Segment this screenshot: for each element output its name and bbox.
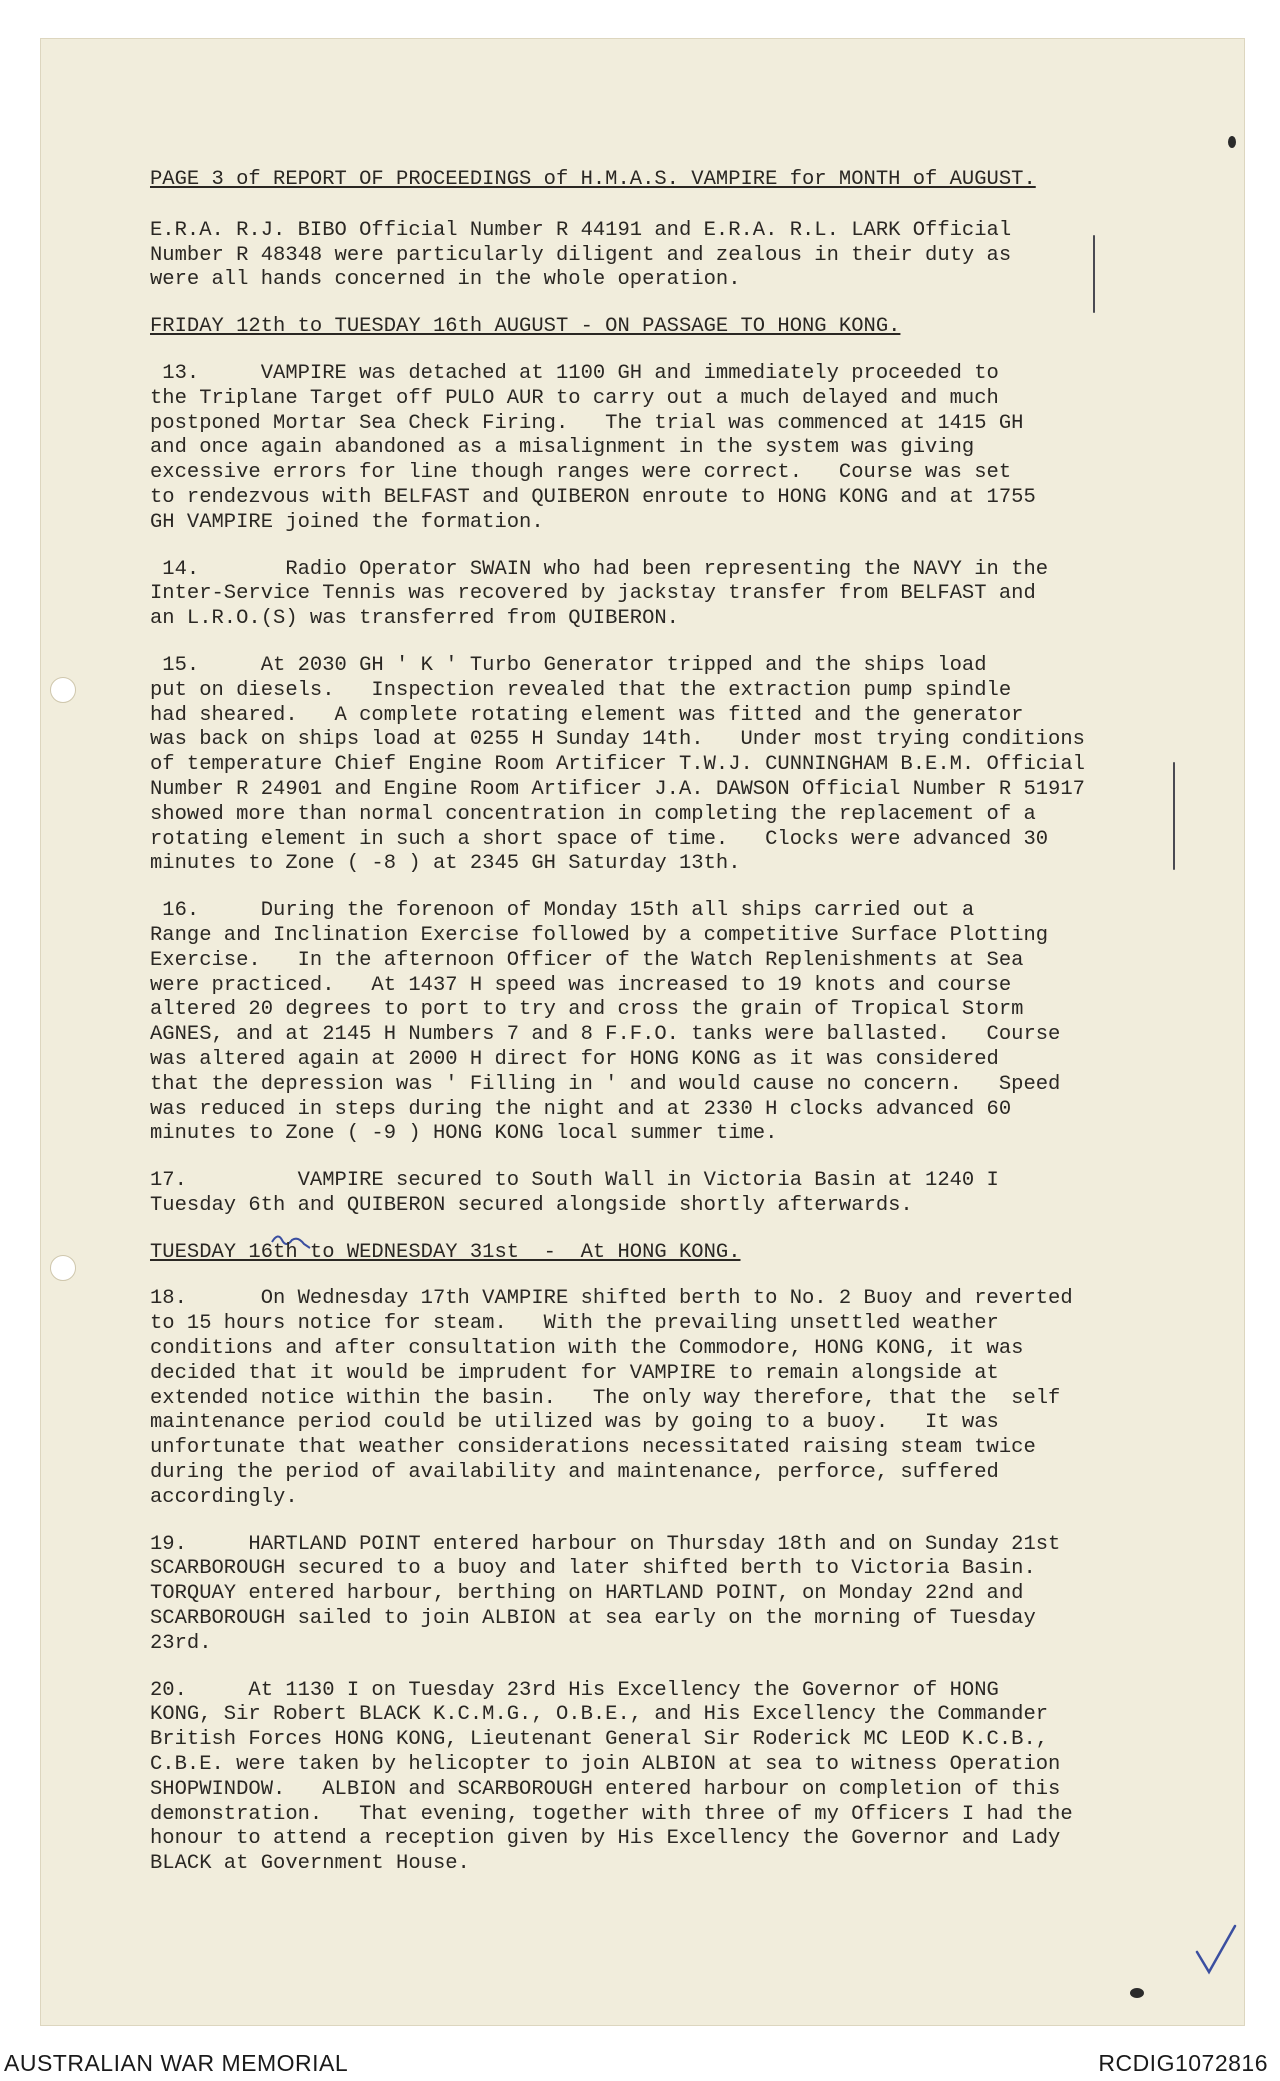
- paragraph-20: 20. At 1130 I on Tuesday 23rd His Excellency the Governor of HONG KONG, Sir Robert BLACK K.C.M.G., O.B.E., and His Excellency the Commander British Forces HONG KONG, Lieutenant General Sir Roderick MC LEOD K.C.B., C.B.E. were taken by helicopter to join ALBION at sea to witness Operation SHOPWINDOW. ALBION and SCARBOROUGH entered harbour on completion of this demonstration. That evening, together with three of my Officers I had the honour to attend a reception given by His Excellency the Governor and Lady BLACK at Government House.: [150, 1678, 1073, 1876]
- paragraph-16: 16. During the forenoon of Monday 15th all ships carried out a Range and Inclination Exercise followed by a competitive Surface Plotting Exercise. In the afternoon Officer of the Watch Replenishments at Sea were practiced. At 1437 H speed was increased to 19 knots and course altered 20 degrees to port to try and cross the grain of Tropical Storm AGNES, and at 2145 H Numbers 7 and 8 F.F.O. tanks were ballasted. Course was altered again at 2000 H direct for HONG KONG as it was considered that the depression was ' Filling in ' and would cause no concern. Speed was reduced in steps during the night and at 2330 H clocks advanced 60 minutes to Zone ( -9 ) HONG KONG local summer time.: [150, 899, 1061, 1146]
- archive-name: AUSTRALIAN WAR MEMORIAL: [4, 2050, 349, 2076]
- ink-spot: [1228, 136, 1236, 148]
- paragraph-14: 14. Radio Operator SWAIN who had been representing the NAVY in the Inter-Service Tennis was recovered by jackstay transfer from BELFAST and an L.R.O.(S) was transferred from QUIBERON.: [150, 557, 1049, 631]
- punch-hole: [50, 677, 76, 703]
- margin-mark: [1173, 762, 1175, 870]
- paragraph-19: 19. HARTLAND POINT entered harbour on Thursday 18th and on Sunday 21st SCARBOROUGH secured to a buoy and later shifted berth to Victoria Basin. TORQUAY entered harbour, berthing on HARTLAND POINT, on Monday 22nd and SCARBOROUGH sailed to join ALBION at sea early on the morning of Tuesday 23rd.: [150, 1532, 1061, 1655]
- paragraph-17: 17. VAMPIRE secured to South Wall in Victoria Basin at 1240 I Tuesday 6th and QUIBERON secured alongside shortly afterwards.: [150, 1169, 999, 1217]
- archive-footer: [0, 2046, 1280, 2081]
- checkmark-icon: [1193, 1922, 1239, 1978]
- paragraph-13: 13. VAMPIRE was detached at 1100 GH and immediately proceeded to the Triplane Target off PULO AUR to carry out a much delayed and much postponed Mortar Sea Check Firing. The trial was commenced at 1415 GH and once again abandoned as a misalignment in the system was giving excessive errors for line though ranges were correct. Course was set to rendezvous with BELFAST and QUIBERON enroute to HONG KONG and at 1755 GH VAMPIRE joined the formation.: [150, 361, 1036, 534]
- ink-spot: [1130, 1988, 1144, 1998]
- section-heading: FRIDAY 12th to TUESDAY 16th AUGUST - ON PASSAGE TO HONG KONG.: [150, 315, 901, 339]
- report-text: [150, 168, 1150, 1877]
- archive-reference: RCDIG1072816: [1098, 2050, 1268, 2076]
- intro-paragraph: E.R.A. R.J. BIBO Official Number R 44191 and E.R.A. R.L. LARK Official Number R 48348 were particularly diligent and zealous in their duty as were all hands concerned in the whole operation.: [150, 218, 1012, 292]
- paragraph-18: 18. On Wednesday 17th VAMPIRE shifted berth to No. 2 Buoy and reverted to 15 hours notice for steam. With the prevailing unsettled weather conditions and after consultation with the Commodore, HONG KONG, it was decided that it would be imprudent for VAMPIRE to remain alongside at extended notice within the basin. The only way therefore, that the self maintenance period could be utilized was by going to a buoy. It was unfortunate that weather considerations necessitated raising steam twice during the period of availability and maintenance, perforce, suffered accordingly.: [150, 1287, 1073, 1509]
- section-heading: TUESDAY 16th to WEDNESDAY 31st - At HONG KONG.: [150, 1240, 741, 1264]
- page-heading: PAGE 3 of REPORT OF PROCEEDINGS of H.M.A.S. VAMPIRE for MONTH of AUGUST.: [150, 168, 1036, 191]
- punch-hole: [50, 1255, 76, 1281]
- paragraph-15: 15. At 2030 GH ' K ' Turbo Generator tripped and the ships load put on diesels. Inspection revealed that the extraction pump spindle had sheared. A complete rotating element was fitted and the generator was back on ships load at 0255 H Sunday 14th. Under most trying conditions of temperature Chief Engine Room Artificer T.W.J. CUNNINGHAM B.E.M. Official Number R 24901 and Engine Room Artificer J.A. DAWSON Official Number R 51917 showed more than normal concentration in completing the replacement of a rotating element in such a short space of time. Clocks were advanced 30 minutes to Zone ( -8 ) at 2345 GH Saturday 13th.: [150, 653, 1085, 876]
